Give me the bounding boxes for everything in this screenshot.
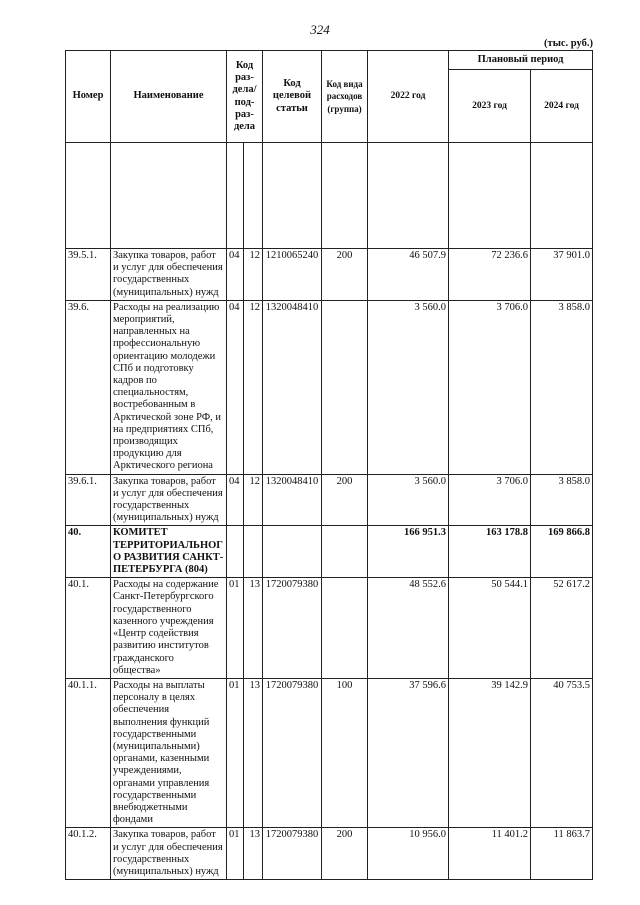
row-expense-type [322,300,368,474]
row-number: 39.6.1. [66,474,111,526]
row-2023: 50 544.1 [449,578,531,679]
row-subsection: 13 [244,828,263,880]
row-name: КОМИТЕТ ТЕРРИТОРИАЛЬНОГ О РАЗВИТИЯ САНКТ-ПЕТЕРБУРГА (804) [111,526,227,578]
row-target [263,526,322,578]
row-2024: 40 753.5 [531,678,593,827]
row-expense-type: 200 [322,474,368,526]
table-row [66,526,593,578]
header-2022: 2022 год [368,51,449,143]
row-2023: 3 706.0 [449,300,531,474]
row-2023: 3 706.0 [449,474,531,526]
row-section: 01 [227,678,244,827]
row-2024: 3 858.0 [531,300,593,474]
row-subsection [244,526,263,578]
row-2023: 11 401.2 [449,828,531,880]
row-expense-type [322,526,368,578]
row-2022: 48 552.6 [368,578,449,679]
row-expense-type: 100 [322,678,368,827]
row-section: 04 [227,249,244,301]
row-number: 39.5.1. [66,249,111,301]
row-2022: 37 596.6 [368,678,449,827]
row-target: 1720079380 [263,678,322,827]
row-expense-type: 200 [322,249,368,301]
header-2024: 2024 год [531,70,593,143]
row-section: 01 [227,828,244,880]
row-section: 04 [227,474,244,526]
row-name: Закупка товаров, работ и услуг для обеспечения государственных (муниципальных) нужд [111,828,227,880]
row-2022: 46 507.9 [368,249,449,301]
row-number: 40.1.1. [66,678,111,827]
row-target: 1720079380 [263,578,322,679]
table-row [66,578,593,679]
row-name: Закупка товаров, работ и услуг для обеспечения государственных (муниципальных) нужд [111,249,227,301]
table-header [66,51,593,143]
row-2022: 3 560.0 [368,474,449,526]
row-number: 40.1.2. [66,828,111,880]
row-target: 1320048410 [263,300,322,474]
page-number: 324 [310,22,330,37]
spacer-row [66,143,593,249]
header-plan-period: Плановый период [449,51,593,70]
units-label: (тыс. руб.) [544,38,593,49]
row-expense-type: 200 [322,828,368,880]
row-expense-type [322,578,368,679]
row-subsection: 12 [244,474,263,526]
table-row [66,828,593,880]
header-section: Код раз-дела/ под-раз-дела [227,51,263,143]
row-name: Расходы на реализацию мероприятий, направленных на профессиональную ориентацию молодежи СПб и подготовку кадров по специальностям, востребованным в Арктической зоне РФ, и на предприятиях СПб, производящих продукцию для Арктического региона [111,300,227,474]
row-2024: 11 863.7 [531,828,593,880]
row-2023: 163 178.8 [449,526,531,578]
row-name: Расходы на содержание Санкт-Петербургского государственного казенного учреждения «Центр содействия развитию институтов гражданского общества» [111,578,227,679]
row-subsection: 12 [244,300,263,474]
row-target: 1320048410 [263,474,322,526]
row-target: 1720079380 [263,828,322,880]
row-2023: 72 236.6 [449,249,531,301]
row-subsection: 13 [244,578,263,679]
row-2023: 39 142.9 [449,678,531,827]
row-section: 04 [227,300,244,474]
row-number: 40.1. [66,578,111,679]
row-section: 01 [227,578,244,679]
row-2022: 166 951.3 [368,526,449,578]
header-number: Номер [66,51,111,143]
row-target: 1210065240 [263,249,322,301]
table-row [66,300,593,474]
table-row [66,678,593,827]
row-section [227,526,244,578]
row-2022: 3 560.0 [368,300,449,474]
header-expense-type: Код вида расходов (группа) [322,51,368,143]
table-row [66,474,593,526]
row-2024: 3 858.0 [531,474,593,526]
header-2023: 2023 год [449,70,531,143]
row-number: 39.6. [66,300,111,474]
row-number: 40. [66,526,111,578]
row-name: Расходы на выплаты персоналу в целях обеспечения выполнения функций государственными (муниципальными) органами, казенными учреждениями, органами управления государственными внебюджетными фондами [111,678,227,827]
header-target: Код целевой статьи [263,51,322,143]
row-subsection: 12 [244,249,263,301]
row-2024: 52 617.2 [531,578,593,679]
row-2024: 169 866.8 [531,526,593,578]
row-name: Закупка товаров, работ и услуг для обеспечения государственных (муниципальных) нужд [111,474,227,526]
budget-table [65,50,593,880]
row-subsection: 13 [244,678,263,827]
row-2022: 10 956.0 [368,828,449,880]
row-2024: 37 901.0 [531,249,593,301]
header-name: Наименование [111,51,227,143]
table-row [66,249,593,301]
